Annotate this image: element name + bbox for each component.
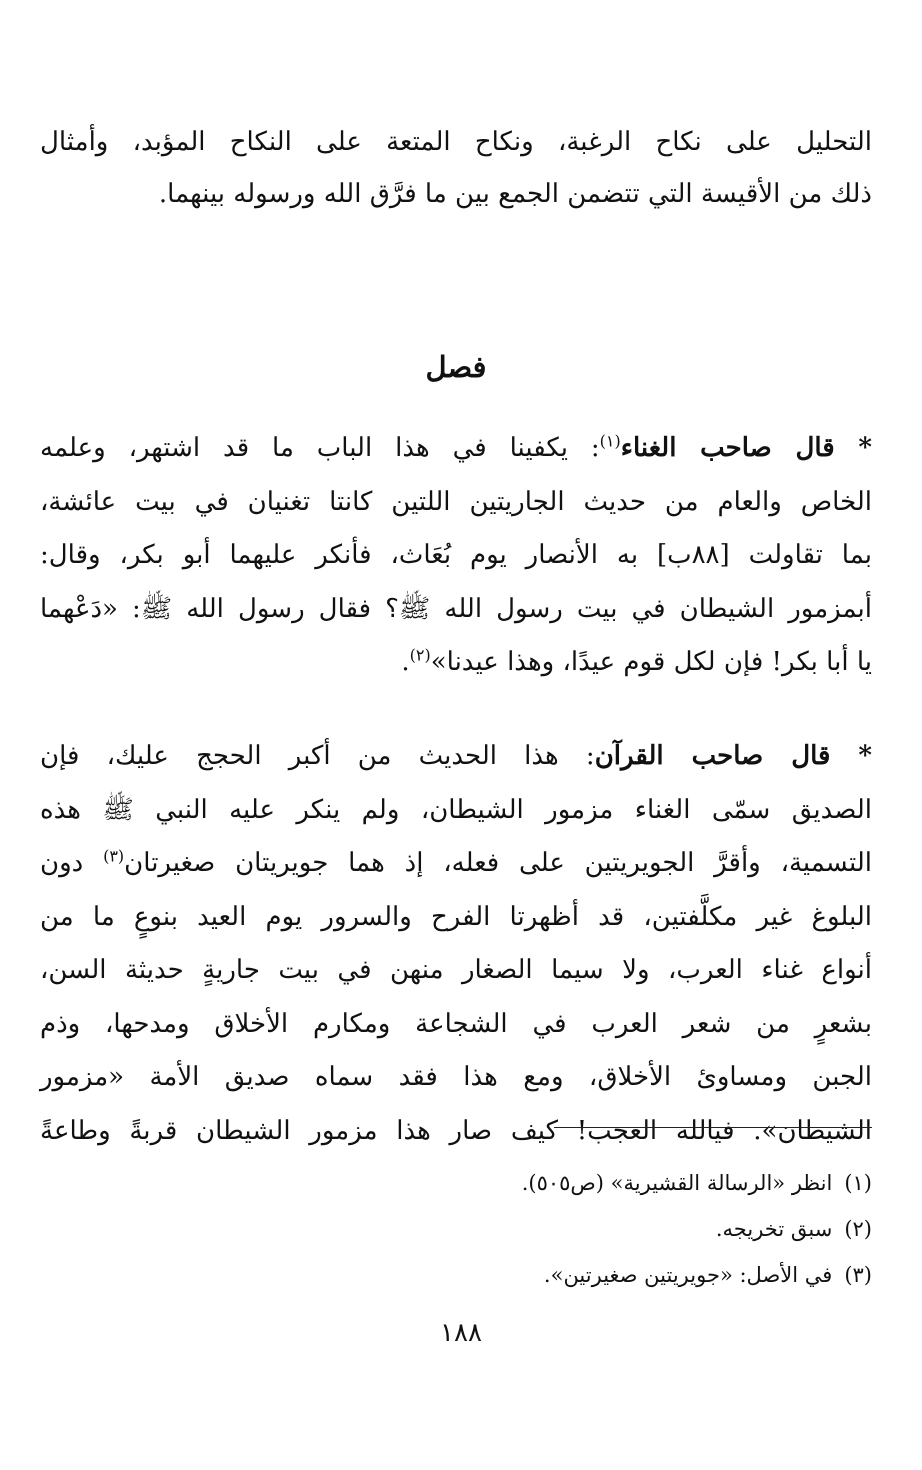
- footnote-number: (١): [844, 1171, 872, 1195]
- footnote-text: في الأصل: «جويريتين صغيرتين».: [543, 1263, 833, 1287]
- footnote-number: (٣): [844, 1263, 872, 1287]
- footnote-ref: (٣): [103, 846, 125, 866]
- section-heading: فصل: [425, 350, 487, 384]
- quran-paragraph: [40, 730, 872, 1158]
- text-line: الجبن ومساوئ الأخلاق، ومع هذا فقد سماه صديق الأمة «مزمور: [40, 1062, 872, 1092]
- text-span: دون: [40, 848, 104, 878]
- opening-paragraph: [40, 116, 872, 220]
- text-line: البلوغ غير مكلَّفتين، قد أظهرتا الفرح والسرور يوم العيد بنوعٍ ما من: [40, 901, 872, 932]
- text-span: : هذا الحديث من أكبر الحجج عليك، فإن: [40, 741, 595, 771]
- footnotes: [92, 1160, 872, 1298]
- footnote-text: سبق تخريجه.: [715, 1217, 833, 1241]
- footnote-ref: (١): [599, 431, 621, 451]
- footnote: [92, 1252, 872, 1298]
- speaker-label: * قال صاحب الغناء: [620, 433, 872, 463]
- text-line: [40, 730, 872, 784]
- text-line: التحليل على نكاح الرغبة، ونكاح المتعة على النكاح المؤبد، وأمثال: [40, 127, 872, 157]
- text-span: التسمية، وأقرَّ الجويريتين على فعله، إذ هما جويريتان صغيرتان: [124, 848, 872, 878]
- footnote: [92, 1160, 872, 1206]
- text-line: [40, 837, 872, 891]
- text-line: [40, 422, 872, 476]
- text-line: الخاص والعام من حديث الجاريتين اللتين كانتا تغنيان في بيت عائشة،: [40, 486, 872, 517]
- text-line: بشعرٍ من شعر العرب في الشجاعة ومكارم الأخلاق ومدحها، وذم: [40, 1008, 872, 1039]
- page-number: ١٨٨: [440, 1318, 482, 1348]
- text-span: يا أبا بكر! فإن لكل قوم عيدًا، وهذا عيدنا»: [430, 647, 872, 677]
- footnote-number: (٢): [844, 1217, 872, 1241]
- book-page: [40, 100, 872, 1146]
- footnote-ref: (٢): [409, 645, 431, 665]
- text-line: الصديق سمّى الغناء مزمور الشيطان، ولم ينكر عليه النبي ﷺ هذه: [40, 794, 872, 825]
- singer-paragraph: [40, 422, 872, 690]
- footnote-divider: [554, 1127, 872, 1128]
- text-span: .: [401, 647, 410, 677]
- text-line: ذلك من الأقيسة التي تتضمن الجمع بين ما فرَّق الله ورسوله بينهما.: [158, 179, 872, 209]
- text-line: [40, 636, 872, 690]
- text-line: أبمزمور الشيطان في بيت رسول الله ﷺ؟ فقال رسول الله ﷺ: «دَعْهما: [40, 593, 872, 624]
- text-span: : يكفينا في هذا الباب ما قد اشتهر، وعلمه: [40, 433, 600, 463]
- footnote: [92, 1206, 872, 1252]
- text-line: أنواع غناء العرب، ولا سيما الصغار منهن في بيت جاريةٍ حديثة السن،: [40, 955, 872, 985]
- text-line: بما تقاولت [٨٨ب] به الأنصار يوم بُعَاث، فأنكر عليهما أبو بكر، وقال:: [40, 540, 872, 570]
- footnote-text: انظر «الرسالة القشيرية» (ص٥٠٥).: [521, 1171, 833, 1195]
- text-line: الشيطان». فيالله العجب! كيف صار هذا مزمور الشيطان قربةً وطاعةً: [40, 1115, 872, 1146]
- speaker-label: * قال صاحب القرآن: [594, 741, 872, 771]
